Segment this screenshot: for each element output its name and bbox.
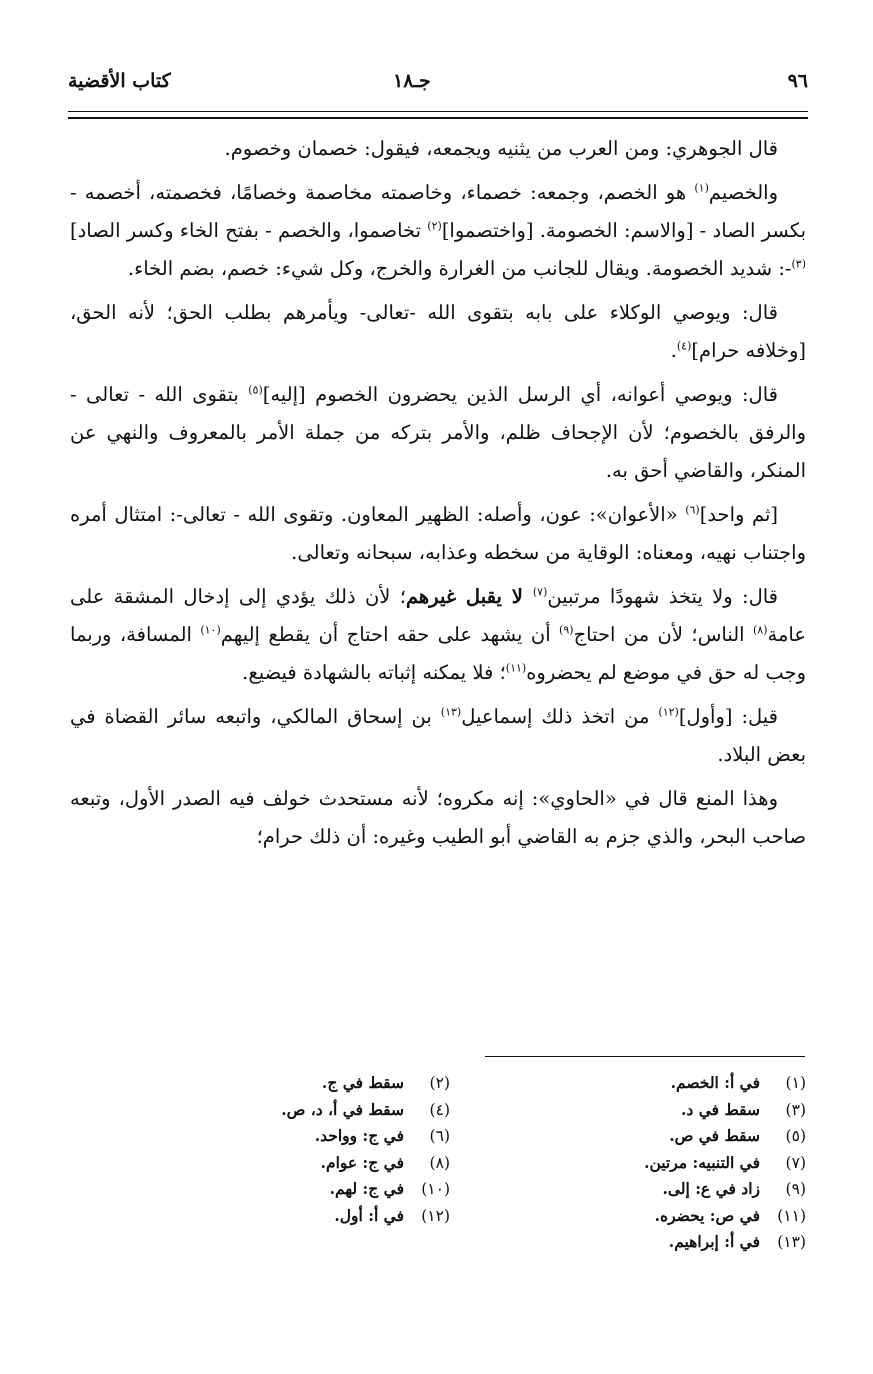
footnote-number: (٩) bbox=[785, 1180, 806, 1198]
text-run: قال: ولا يتخذ شهودًا مرتبين bbox=[547, 585, 779, 608]
text-run: «الأعوان»: عون، وأصله: الظهير المعاون. وتقوى الله - تعالى-: امتثال أمره واجتناب نهيه، ومعناه: الوقاية من سخطه وعذابه، سبحانه وتعالى. bbox=[70, 503, 806, 564]
paragraph-6 bbox=[70, 578, 806, 692]
text-run: قال: ويوصي أعوانه، أي الرسل الذين يحضرون الخصوم [إليه] bbox=[262, 383, 778, 406]
text-run: [ثم واحد] bbox=[699, 503, 778, 526]
footnote-item bbox=[466, 1097, 806, 1124]
footnote-ref-2[interactable]: (٢) bbox=[427, 219, 442, 233]
text-run: المسافة، وربما وجب له حق في موضع لم يحضروه bbox=[70, 623, 806, 684]
footnote-text: سقط في ج. bbox=[321, 1073, 404, 1092]
footnote-number: (١١) bbox=[777, 1206, 806, 1225]
text-run: قال الجوهري: ومن العرب من يثنيه ويجمعه، فيقول: خصمان وخصوم. bbox=[224, 137, 778, 160]
text-run: هو الخصم، وجمعه: خصماء، وخاصمته مخاصمة وخصامًا، فخصمته، أخصمه - بكسر الصاد - [والاسم: الخصومة. [واختصموا] bbox=[70, 181, 807, 242]
footnote-text: في ص: يحضره. bbox=[654, 1205, 760, 1225]
footnote-ref-4[interactable]: (٤) bbox=[676, 339, 692, 353]
text-run: -: شديد الخصومة. ويقال للجانب من الغرارة والخرج، وكل شيء: خصم، بضم الخاء. bbox=[127, 257, 792, 280]
footnote-ref-5[interactable]: (٥) bbox=[248, 383, 263, 397]
footnote-number: (٢) bbox=[429, 1074, 450, 1092]
running-header bbox=[68, 66, 808, 106]
footnote-item bbox=[466, 1123, 806, 1150]
footnote-ref-11[interactable]: (١١) bbox=[505, 661, 527, 675]
footnote-ref-9[interactable]: (٩) bbox=[559, 623, 574, 637]
text-run: وهذا المنع قال في «الحاوي»: إنه مكروه؛ لأنه مستحدث خولف فيه الصدر الأول، وتبعه صاحب البحر، والذي جزم به القاضي أبو الطيب وغيره: أن ذلك حرام؛ bbox=[70, 787, 806, 848]
footnote-ref-13[interactable]: (١٣) bbox=[440, 705, 462, 719]
footnote-ref-6[interactable]: (٦) bbox=[685, 503, 700, 517]
text-run: من اتخذ ذلك إسماعيل bbox=[461, 705, 659, 728]
footnote-number: (٨) bbox=[429, 1153, 450, 1172]
text-run: . bbox=[670, 339, 677, 362]
paragraph-1 bbox=[70, 130, 806, 168]
footnote-text: في أ: إبراهيم. bbox=[668, 1232, 760, 1251]
footnote-item bbox=[110, 1150, 450, 1177]
footnote-number: (٦) bbox=[429, 1127, 450, 1145]
text-run: قيل: [وأول] bbox=[678, 705, 778, 728]
paragraph-2 bbox=[70, 174, 806, 288]
footnote-ref-7[interactable]: (٧) bbox=[532, 585, 548, 599]
footnote-ref-3[interactable]: (٣) bbox=[791, 257, 806, 271]
paragraph-8 bbox=[70, 780, 806, 856]
footnote-item bbox=[110, 1203, 450, 1230]
footnote-number: (١٣) bbox=[777, 1233, 806, 1251]
book-title: كتاب الأقضية bbox=[68, 70, 171, 92]
footnote-number: (١٠) bbox=[421, 1180, 450, 1198]
footnote-number: (١٢) bbox=[421, 1206, 450, 1225]
footnote-item bbox=[466, 1070, 806, 1097]
footnote-number: (٧) bbox=[785, 1153, 806, 1172]
text-run: ؛ فلا يمكنه إثباته بالشهادة فيضيع. bbox=[242, 661, 506, 684]
footnote-separator bbox=[485, 1056, 805, 1057]
footnote-number: (٤) bbox=[429, 1100, 450, 1119]
footnote-text: في أ: أول. bbox=[334, 1205, 404, 1225]
text-run: الناس؛ لأن من احتاج bbox=[573, 623, 753, 646]
footnote-number: (٥) bbox=[785, 1127, 806, 1145]
text-run: تخاصموا، والخصم - بفتح الخاء وكسر الصاد] bbox=[70, 219, 428, 242]
volume-number: جـ١٨ bbox=[393, 70, 431, 92]
paragraph-4 bbox=[70, 376, 806, 490]
footnote-text: في ج: وواحد. bbox=[314, 1126, 404, 1145]
text-run: ؛ لأن ذلك يؤدي إلى إدخال المشقة على عامة bbox=[70, 585, 806, 646]
footnote-text: في التنبيه: مرتين. bbox=[644, 1152, 760, 1172]
text-run: أن يشهد على حقه احتاج أن يقطع إليهم bbox=[220, 623, 560, 646]
footnote-text: سقط في ص. bbox=[669, 1126, 760, 1145]
main-text bbox=[70, 130, 806, 862]
footnote-text: سقط في أ، د، ص. bbox=[281, 1099, 404, 1119]
footnote-item bbox=[466, 1150, 806, 1177]
paragraph-7 bbox=[70, 698, 806, 774]
header-rule bbox=[68, 111, 808, 119]
footnotes-column-left bbox=[110, 1070, 450, 1229]
text-run: والخصيم bbox=[708, 181, 778, 204]
footnote-ref-8[interactable]: (٨) bbox=[753, 623, 768, 637]
footnote-item bbox=[110, 1123, 450, 1150]
footnote-item bbox=[110, 1176, 450, 1203]
text-run: بتقوى الله - تعالى - والرفق بالخصوم؛ لأن الإجحاف ظلم، والأمر بتركه من جملة الأمر بالمعروف والنهي عن المنكر، والقاضي أحق به. bbox=[70, 383, 806, 482]
footnote-text: في ج: عوام. bbox=[320, 1152, 404, 1172]
footnote-text: سقط في د. bbox=[681, 1099, 760, 1119]
footnote-text: في أ: الخصم. bbox=[670, 1073, 760, 1092]
paragraph-3 bbox=[70, 294, 806, 370]
text-run: قال: ويوصي الوكلاء على بابه بتقوى الله -تعالى- ويأمرهم بطلب الحق؛ لأنه الحق، [وخلافه حرام] bbox=[70, 301, 806, 362]
footnotes-column-right bbox=[466, 1070, 806, 1256]
footnote-ref-1[interactable]: (١) bbox=[694, 181, 709, 195]
text-run: بن إسحاق المالكي، واتبعه سائر القضاة في بعض البلاد. bbox=[70, 705, 806, 766]
footnote-item bbox=[466, 1229, 806, 1256]
footnote-number: (١) bbox=[785, 1074, 806, 1092]
footnote-item bbox=[466, 1203, 806, 1230]
bold-matn-text: لا يقبل غيرهم bbox=[405, 585, 533, 608]
footnote-text: زاد في ع: إلى. bbox=[662, 1179, 760, 1198]
page-number: ٩٦ bbox=[787, 70, 808, 92]
footnote-text: في ج: لهم. bbox=[329, 1179, 404, 1198]
footnote-item bbox=[110, 1097, 450, 1124]
footnote-number: (٣) bbox=[785, 1100, 806, 1119]
footnote-item bbox=[110, 1070, 450, 1097]
footnote-ref-12[interactable]: (١٢) bbox=[658, 705, 679, 719]
footnote-item bbox=[466, 1176, 806, 1203]
footnote-ref-10[interactable]: (١٠) bbox=[200, 623, 221, 637]
paragraph-5 bbox=[70, 496, 806, 572]
